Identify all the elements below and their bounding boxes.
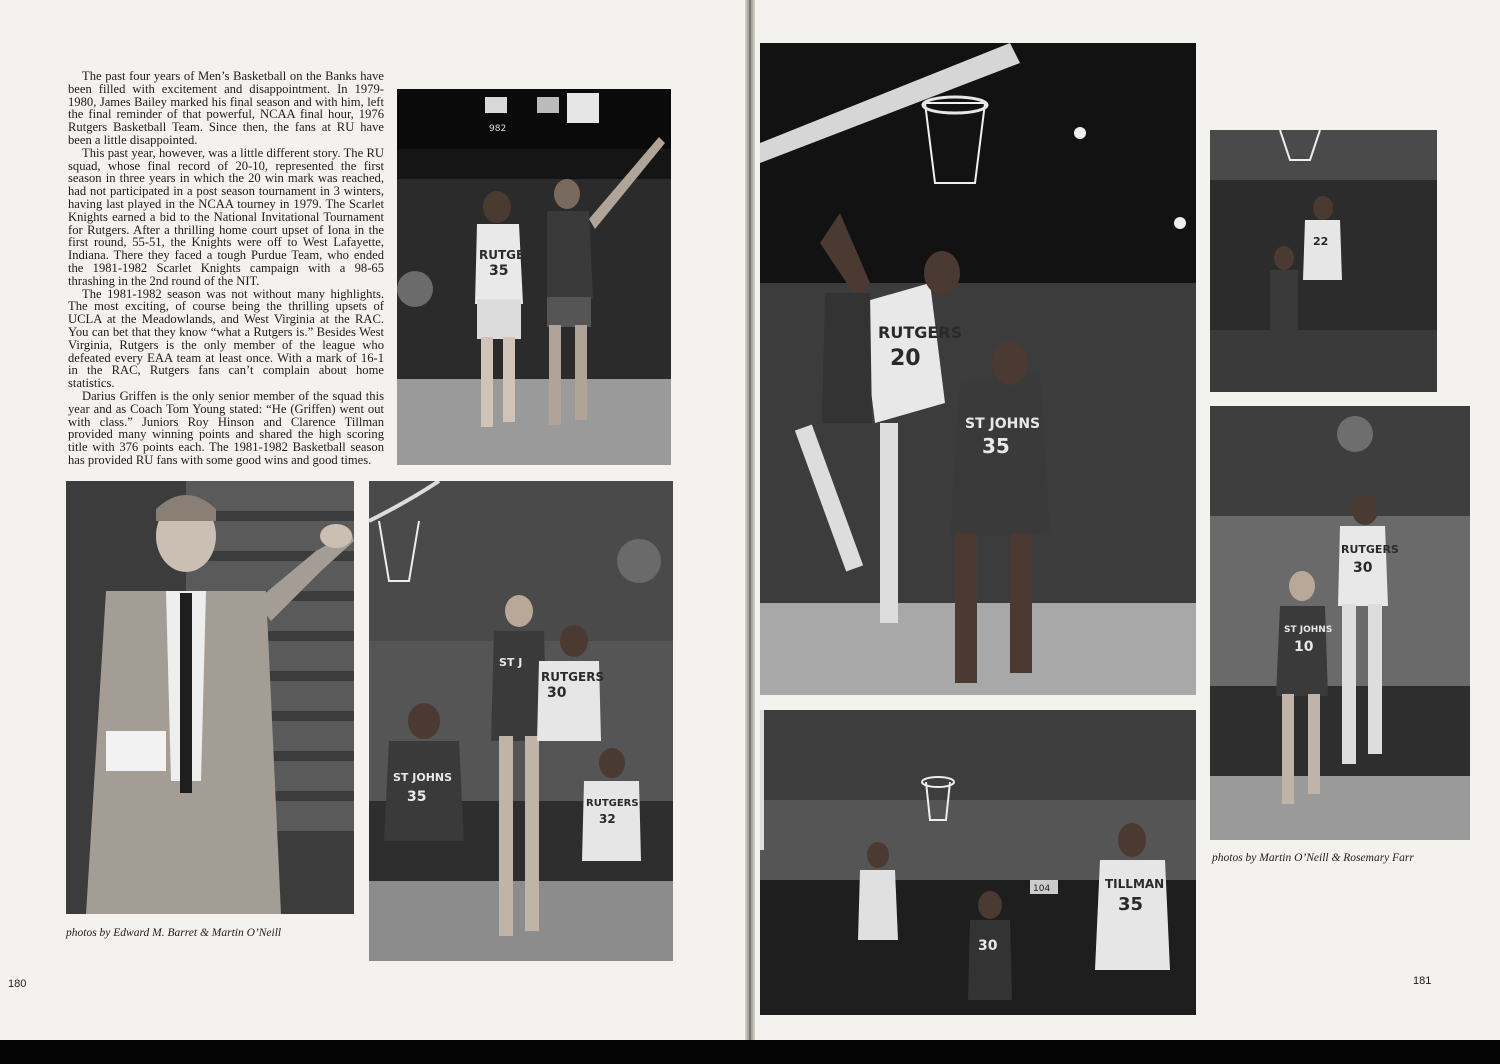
jersey-st-johns-small-text: ST JOHNS [1284,625,1333,635]
jersey-number-35-big: 35 [982,434,1010,458]
jersey-st-johns-text-big: ST JOHNS [965,416,1041,432]
photo-rutgers-30-jumpshot [1210,406,1470,840]
jersey-st-johns-text: ST JOHNS [393,771,453,784]
svg-text:ST J: ST J [499,656,523,669]
jersey-rutgers-30-text: RUTGERS [541,670,605,684]
article-paragraph-3: The 1981-1982 season was not without many highlights. The most exciting, of course being the thrilling upsets of UCLA at the Meadowlands, and West Virginia at the RAC. You can bet that they know “what a Rutgers is.” Besides West Virginia, Rutgers is the only member of the league who defeated every EAA team at least once. With a mark of 16-1 in the RAC, Rutgers fans can’t complain about home statistics. [68,286,384,391]
jersey-tillman-text: TILLMAN [1105,877,1165,891]
jersey-rutgers-20-text: RUTGERS [878,323,963,342]
article-paragraph-4: Darius Griffen is the only senior member of the squad this year and as Coach Tom Young stated: “He (Griffen) went out with class.” Juniors Roy Hinson and Clarence Tillman provided many winning points and shared the high scoring title with 376 points each. The 1981-1982 Basketball season has provided RU fans with some good wins and good times. [68,388,384,467]
photo-rutgers-35-dribbling [397,89,671,465]
arena-sign-number: 104 [1033,884,1051,894]
jersey-rutgers-text: RUTGERS [479,248,543,262]
book-spine [745,0,755,1040]
jersey-number-22: 22 [1313,235,1329,248]
photo-tillman-35 [760,710,1196,1015]
page-number-right: 181 [1413,975,1432,987]
photo-credit-right: photos by Martin O’Neill & Rosemary Farr [1212,852,1414,864]
article-paragraph-1: The past four years of Men’s Basketball on the Banks have been filled with excitement and disappointment. In 1979-1980, James Bailey marked his final season and with him, left the final reminder of that powerful, NCAA final hour, 1976 Rutgers Basketball Team. Since then, the fans at RU have been a little disappointed. [68,69,384,147]
photo-rutgers-20-rebound [760,43,1196,695]
photo-coach [66,481,354,914]
jersey-number-35: 35 [489,263,509,279]
scan-bottom-edge [0,1040,1500,1064]
jersey-number-30-small: 30 [1353,560,1373,576]
jersey-number-35-tillman: 35 [1118,894,1144,915]
scoreboard-text: 982 [489,124,507,134]
jersey-number-10: 10 [1294,639,1314,655]
right-page [755,0,1500,1040]
jersey-rutgers-30-small-text: RUTGERS [1341,543,1399,556]
photo-rutgers-22-layup [1210,130,1437,392]
article-paragraph-2: This past year, however, was a little different story. The RU squad, whose final record of 20-10, represented the first season in three years in which the 20 win mark was reached, had not participated in a post season tournament in 3 winters, having last played in the NCAA tourney in 1979. The Scarlet Knights earned a bid to the National Invitational Tournament for Rutgers. After a thrilling home court upset of Iona in the first round, 55-51, the Knights were off to West Lafayette, Indiana. There they faced a tough Purdue Team, who ended the 1981-1982 Scarlet Knights campaign with a 98-65 thrashing in the 2nd round of the NIT. [68,145,384,288]
jersey-rutgers-32-text: RUTGERS [586,798,639,809]
jersey-number-30-bottom: 30 [978,938,998,954]
page-number-left: 180 [8,978,27,990]
left-page [0,0,745,1040]
jersey-number-35-st-johns: 35 [407,789,427,805]
article-text [68,70,384,467]
jersey-number-30: 30 [547,685,567,701]
photo-st-johns-vs-rutgers [369,481,673,961]
jersey-number-20: 20 [890,346,921,371]
jersey-number-32: 32 [599,812,616,826]
photo-credit-left: photos by Edward M. Barret & Martin O’Neill [66,927,282,939]
